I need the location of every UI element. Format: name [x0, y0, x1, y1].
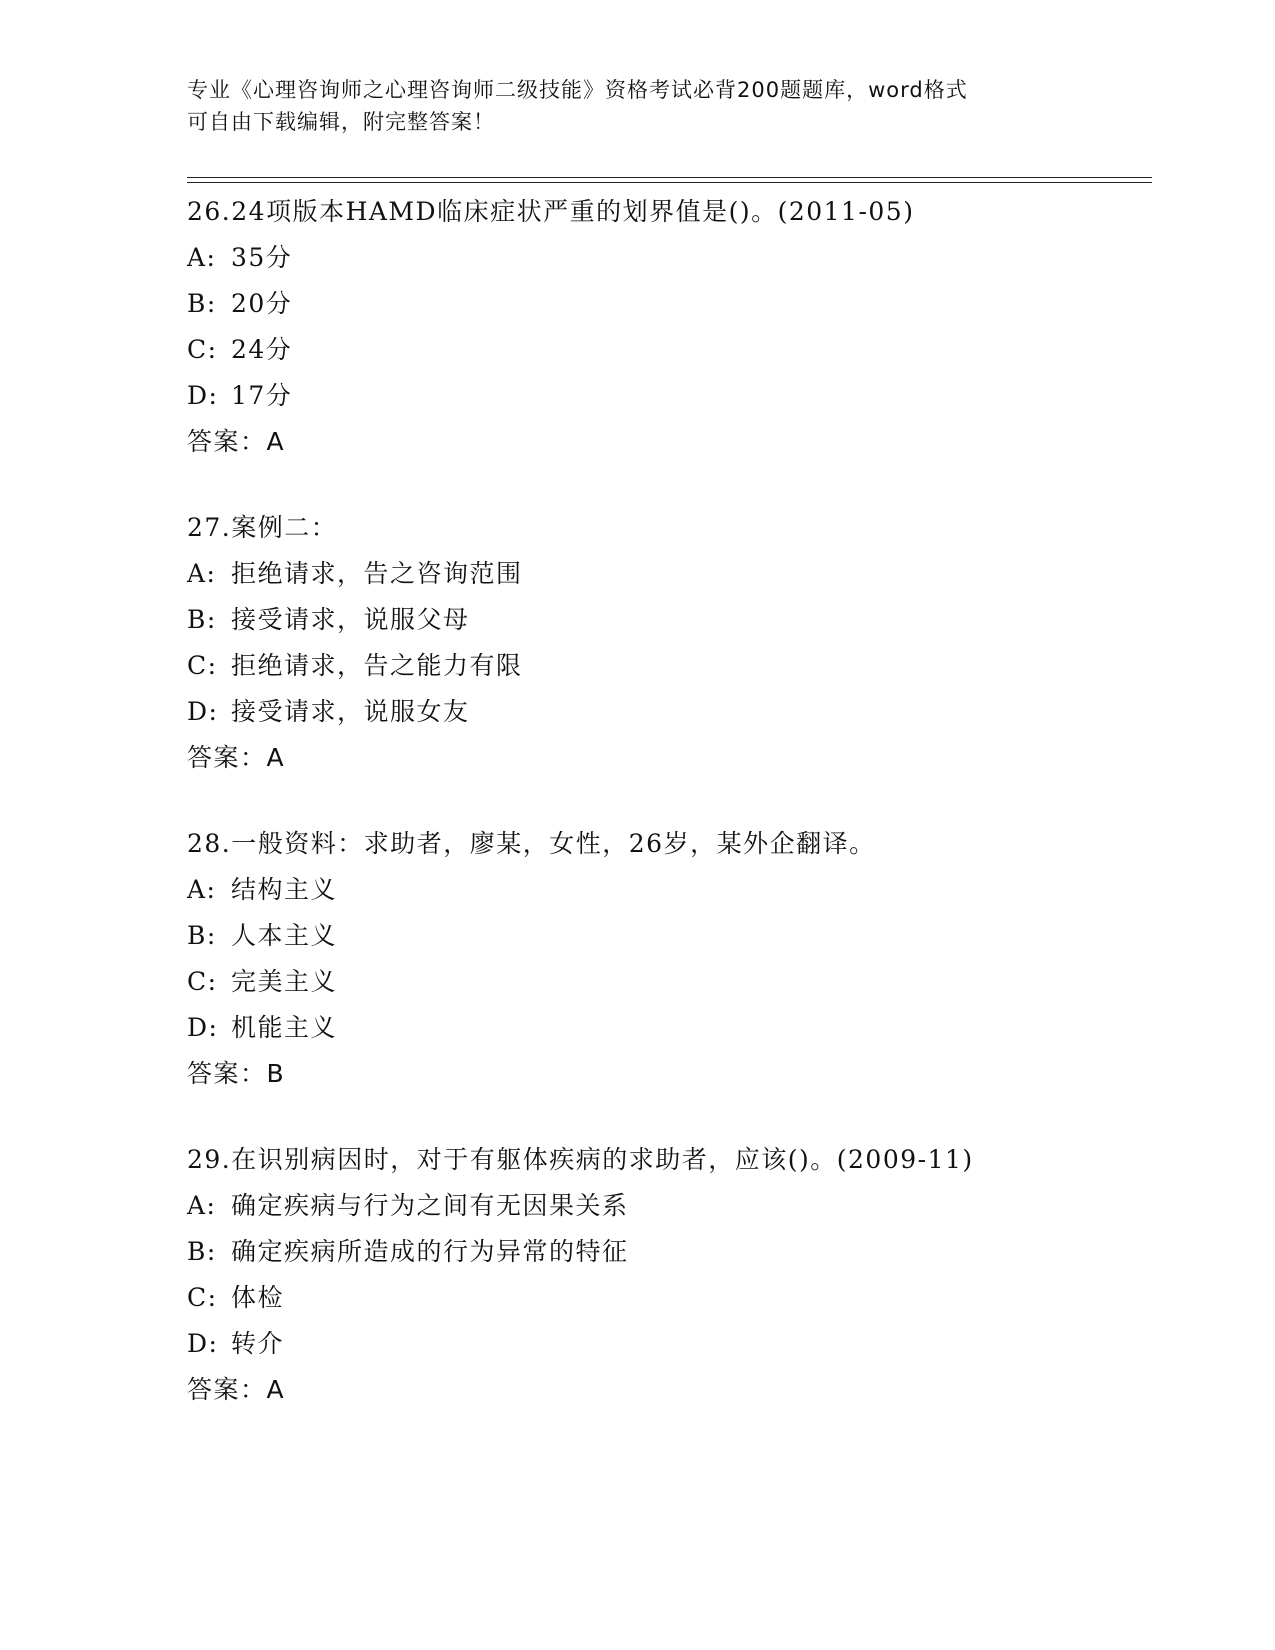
option-letter: B: [187, 605, 217, 634]
question-stem: 29.在识别病因时，对于有躯体疾病的求助者，应该()。(2009-11) [187, 1145, 974, 1174]
option-letter: C: [187, 335, 218, 364]
question-27 [187, 505, 1152, 781]
option-text: 17分 [231, 381, 293, 410]
option-letter: D: [187, 1329, 219, 1358]
option-text: 完美主义 [231, 967, 338, 996]
option-text: 35分 [231, 243, 293, 272]
option-d [187, 373, 1152, 419]
option-letter: C: [187, 651, 218, 680]
option-text: 结构主义 [231, 875, 338, 904]
header-divider-top [187, 177, 1152, 178]
option-text: 机能主义 [231, 1013, 338, 1042]
option-a [187, 1183, 1152, 1229]
question-list [187, 189, 1152, 1453]
option-c [187, 327, 1152, 373]
option-text: 体检 [231, 1283, 285, 1312]
option-letter: D: [187, 381, 219, 410]
option-a [187, 551, 1152, 597]
option-text: 24分 [231, 335, 293, 364]
option-c [187, 643, 1152, 689]
option-text: 转介 [231, 1329, 285, 1358]
option-d [187, 1321, 1152, 1367]
option-b [187, 597, 1152, 643]
option-letter: C: [187, 967, 218, 996]
question-28 [187, 821, 1152, 1097]
option-letter: B: [187, 921, 217, 950]
option-letter: C: [187, 1283, 218, 1312]
answer: 答案：A [187, 427, 286, 456]
header-line-1: 专业《心理咨询师之心理咨询师二级技能》资格考试必背200题题库，word格式 [187, 78, 968, 102]
option-letter: B: [187, 289, 217, 318]
option-text: 接受请求，说服父母 [231, 605, 470, 634]
option-b [187, 1229, 1152, 1275]
option-letter: A: [187, 875, 217, 904]
document-header [187, 74, 1067, 138]
option-c [187, 959, 1152, 1005]
option-text: 20分 [231, 289, 293, 318]
option-d [187, 1005, 1152, 1051]
header-line-2: 可自由下载编辑，附完整答案！ [187, 110, 495, 134]
option-a [187, 235, 1152, 281]
option-b [187, 281, 1152, 327]
question-29 [187, 1137, 1152, 1413]
answer: 答案：A [187, 743, 286, 772]
question-stem: 27.案例二： [187, 513, 338, 542]
option-b [187, 913, 1152, 959]
option-text: 人本主义 [231, 921, 338, 950]
header-divider-bottom [187, 182, 1152, 183]
option-text: 确定疾病所造成的行为异常的特征 [231, 1237, 629, 1266]
option-letter: B: [187, 1237, 217, 1266]
option-text: 拒绝请求，告之能力有限 [231, 651, 523, 680]
option-text: 接受请求，说服女友 [231, 697, 470, 726]
option-text: 拒绝请求，告之咨询范围 [231, 559, 523, 588]
answer: 答案：A [187, 1375, 286, 1404]
option-d [187, 689, 1152, 735]
option-text: 确定疾病与行为之间有无因果关系 [231, 1191, 629, 1220]
question-stem: 28.一般资料：求助者，廖某，女性，26岁，某外企翻译。 [187, 829, 876, 858]
option-letter: A: [187, 1191, 217, 1220]
option-letter: A: [187, 559, 217, 588]
question-stem: 26.24项版本HAMD临床症状严重的划界值是()。(2011-05) [187, 197, 915, 226]
option-letter: A: [187, 243, 217, 272]
option-letter: D: [187, 1013, 219, 1042]
option-c [187, 1275, 1152, 1321]
question-26 [187, 189, 1152, 465]
answer: 答案：B [187, 1059, 286, 1088]
option-a [187, 867, 1152, 913]
option-letter: D: [187, 697, 219, 726]
